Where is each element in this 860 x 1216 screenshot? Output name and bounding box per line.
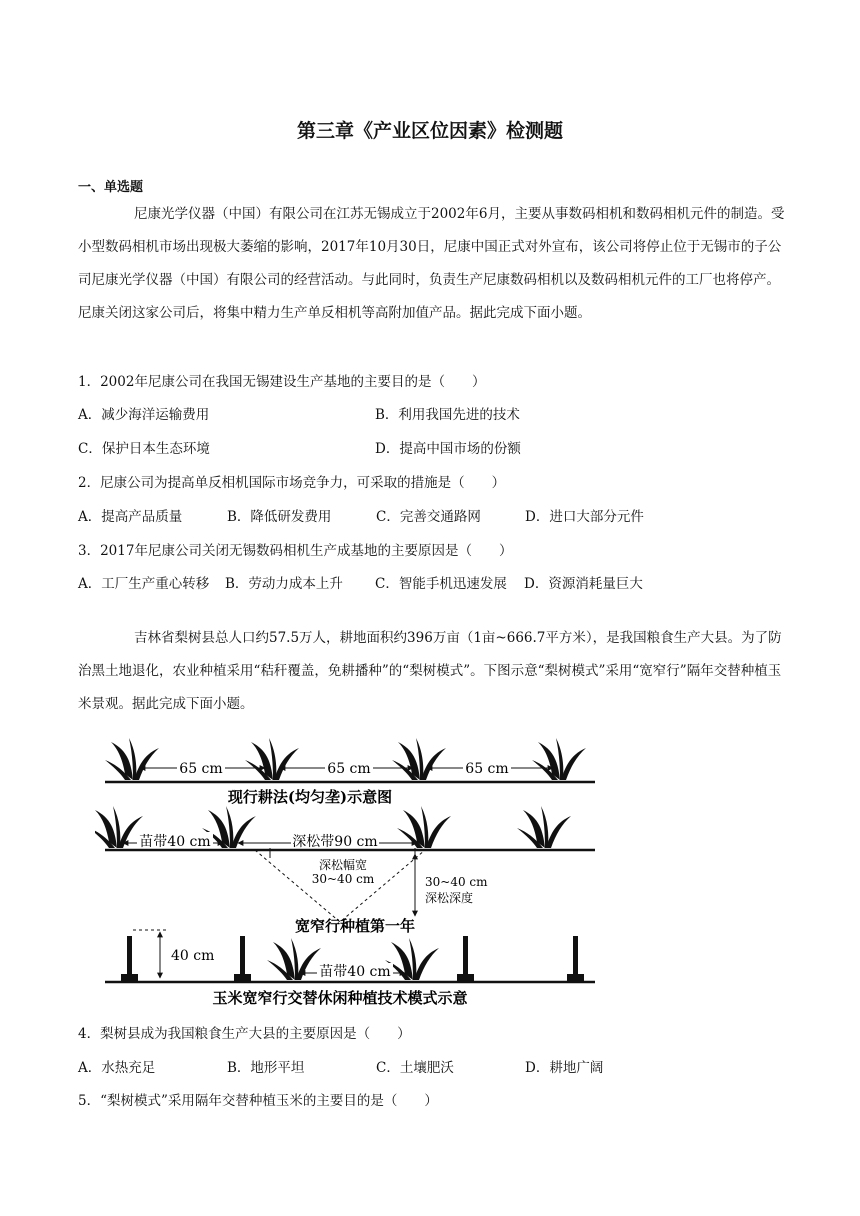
question-2-option-d[interactable]: D．进口大部分元件 xyxy=(525,509,644,525)
question-2-option-c[interactable]: C．完善交通路网 xyxy=(376,509,481,525)
question-3-stem: 3．2017年尼康公司关闭无锡数码相机生产成基地的主要原因是（ ） xyxy=(78,543,513,559)
question-4-option-a[interactable]: A．水热充足 xyxy=(78,1060,156,1076)
row-spacing-1: 65 cm xyxy=(179,761,223,777)
question-4-option-b[interactable]: B．地形平坦 xyxy=(227,1060,305,1076)
row-spacing-2: 65 cm xyxy=(327,761,371,777)
uniform-ridge-row xyxy=(105,738,595,806)
alternating-fallow-row xyxy=(105,930,595,1007)
corn-planting-diagram xyxy=(95,730,605,1010)
deep-width-label: 深松幅宽 xyxy=(318,858,368,872)
figure-caption-3: 玉米宽窄行交替休闲种植技术模式示意 xyxy=(212,989,468,1007)
question-4-option-c[interactable]: C．土壤肥沃 xyxy=(376,1060,454,1076)
wide-narrow-first-year-row xyxy=(95,806,595,935)
question-2-stem: 2．尼康公司为提高单反相机国际市场竞争力，可采取的措施是（ ） xyxy=(78,475,506,491)
height-label: 40 cm xyxy=(171,948,215,964)
depth-value: 30~40 cm xyxy=(425,875,488,889)
figure-caption-1: 现行耕法(均匀垄)示意图 xyxy=(227,788,393,806)
figure-caption-2: 宽窄行种植第一年 xyxy=(294,917,416,935)
deep-width-value: 30~40 cm xyxy=(311,872,375,886)
passage-2 xyxy=(78,622,790,721)
seedling-band-label-1: 苗带40 cm xyxy=(139,834,211,850)
page-title: 第三章《产业区位因素》检测题 xyxy=(296,120,563,142)
passage-1-text: 尼康光学仪器（中国）有限公司在江苏无锡成立于2002年6月，主要从事数码相机和数码相机元件的制造。受小型数码相机市场出现极大萎缩的影响，2017年10月30日，尼康中国正式对外宣布，该公司将停止位于无锡市的子公司尼康光学仪器（中国）有限公司的经营活动。与此同时，负责生产尼康数码相机以及数码相机元件的工厂也将停产。尼康关闭这家公司后，将集中精力生产单反相机等高附加值产品。据此完成下面小题。 xyxy=(78,206,785,321)
question-1-stem: 1．2002年尼康公司在我国无锡建设生产基地的主要目的是（ ） xyxy=(78,374,486,390)
question-1-option-b[interactable]: B．利用我国先进的技术 xyxy=(375,407,520,423)
section-heading: 一、单选题 xyxy=(78,180,144,195)
question-3-option-b[interactable]: B．劳动力成本上升 xyxy=(225,576,343,592)
question-2-option-b[interactable]: B．降低研发费用 xyxy=(227,509,332,525)
seedling-band-label-2: 苗带40 cm xyxy=(319,964,391,980)
question-1-option-c[interactable]: C．保护日本生态环境 xyxy=(78,441,210,457)
question-4-stem: 4．梨树县成为我国粮食生产大县的主要原因是（ ） xyxy=(78,1026,411,1042)
row-spacing-3: 65 cm xyxy=(465,761,509,777)
question-3-option-c[interactable]: C．智能手机迅速发展 xyxy=(375,576,507,592)
question-1-option-d[interactable]: D．提高中国市场的份额 xyxy=(375,441,521,457)
question-4-option-d[interactable]: D．耕地广阔 xyxy=(525,1060,604,1076)
question-5-stem: 5．“梨树模式”采用隔年交替种植玉米的主要目的是（ ） xyxy=(78,1093,438,1109)
passage-1 xyxy=(78,198,790,330)
passage-2-text: 吉林省梨树县总人口约57.5万人，耕地面积约396万亩（1亩~666.7平方米），是我国粮食生产大县。为了防治黑土地退化，农业种植采用“秸秆覆盖，免耕播种”的“梨树模式”。下图示意“梨树模式”采用“宽窄行”隔年交替种植玉米景观。据此完成下面小题。 xyxy=(78,630,782,712)
question-2-option-a[interactable]: A．提高产品质量 xyxy=(78,509,183,525)
depth-label: 深松深度 xyxy=(425,891,474,905)
question-3-option-d[interactable]: D．资源消耗量巨大 xyxy=(524,576,643,592)
question-3-option-a[interactable]: A．工厂生产重心转移 xyxy=(78,576,210,592)
deep-loosening-band-label: 深松带90 cm xyxy=(292,834,378,850)
question-1-option-a[interactable]: A．减少海洋运输费用 xyxy=(78,407,210,423)
